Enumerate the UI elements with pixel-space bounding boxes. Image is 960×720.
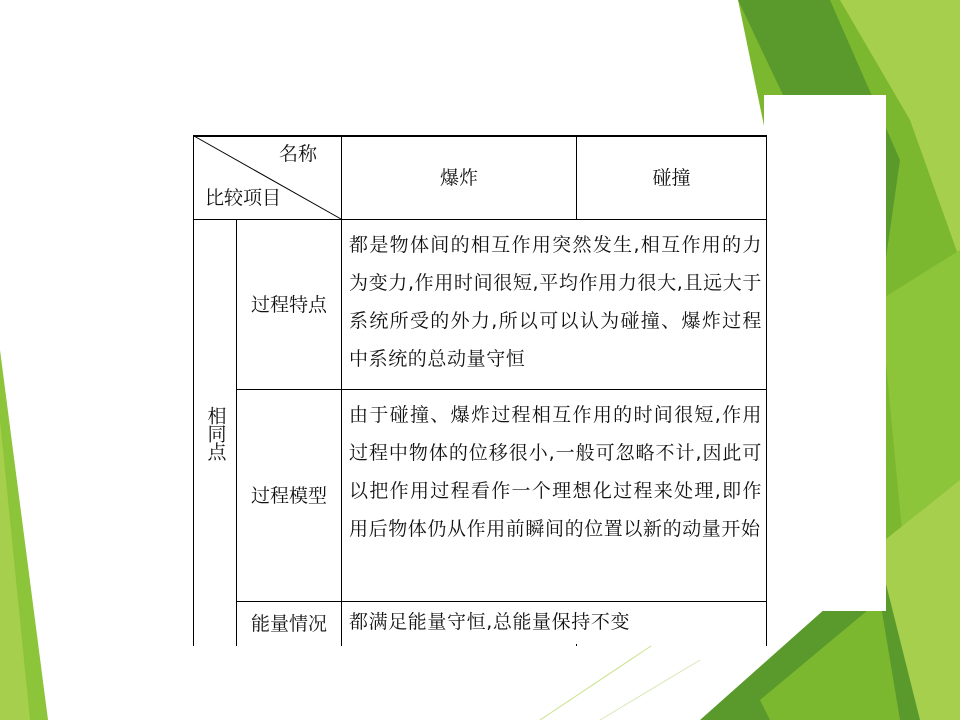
comparison-table <box>193 135 767 646</box>
row-content-energy: 都满足能量守恒,总能量保持不变 <box>349 611 631 633</box>
row-content-process-model: 由于碰撞、爆炸过程相互作用的时间很短,作用过程中物体的位移很小,一般可忽略不计,因此可以把作用过程看作一个理想化过程来处理,即作用后物体仍从作用前瞬间的位置以新的动量开始 <box>349 404 762 540</box>
white-panel <box>764 95 886 611</box>
header-corner-bottom: 比较项目 <box>205 187 282 209</box>
row-label-process-model: 过程模型 <box>250 484 327 507</box>
header-corner-top: 名称 <box>279 143 318 165</box>
row-content-process-features: 都是物体间的相互作用突然发生,相互作用的力为变力,作用时间很短,平均作用力很大,且远大于系统所受的外力,所以可以认为碰撞、爆炸过程中系统的总动量守恒 <box>349 234 762 370</box>
header-col-explosion: 爆炸 <box>439 167 478 189</box>
group-label: 相同点 <box>204 406 227 460</box>
row-label-energy: 能量情况 <box>250 613 327 635</box>
row-label-process-features: 过程特点 <box>250 293 327 316</box>
header-col-collision: 碰撞 <box>652 167 691 189</box>
